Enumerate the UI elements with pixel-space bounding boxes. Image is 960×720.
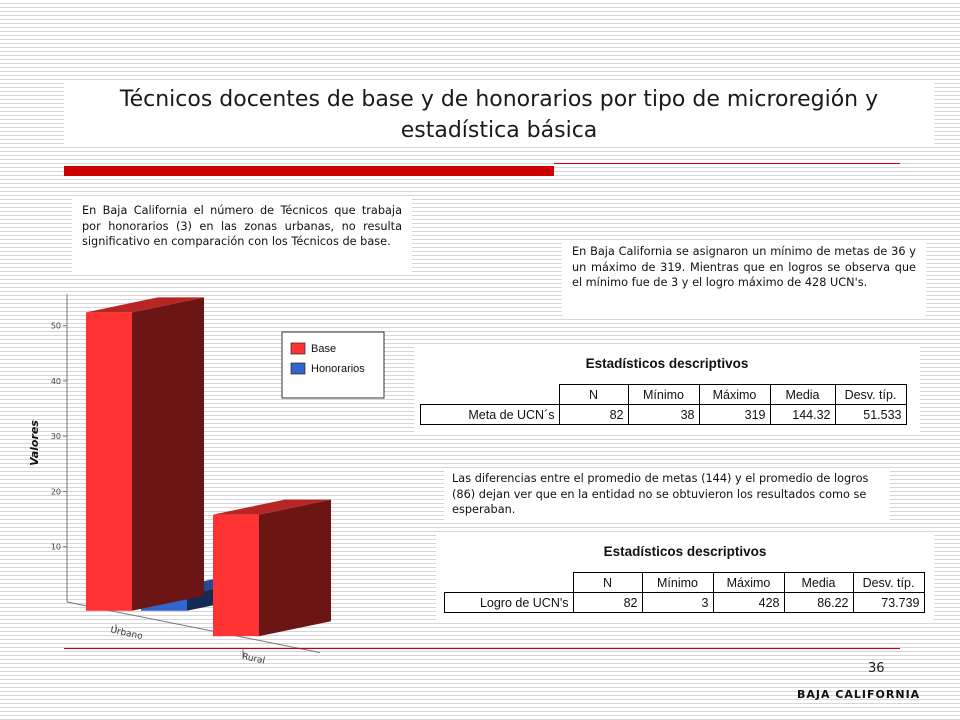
table-header: Máximo bbox=[713, 573, 784, 593]
bar-base-front bbox=[86, 312, 132, 610]
legend-label: Honorarios bbox=[311, 363, 365, 375]
table-corner bbox=[445, 573, 574, 593]
bar-base-side bbox=[132, 297, 204, 610]
title-underline-thick bbox=[64, 166, 554, 176]
bar-chart-3d bbox=[20, 280, 365, 670]
table-row-label: Logro de UCN's bbox=[445, 593, 574, 613]
table-header: Desv. típ. bbox=[853, 573, 924, 593]
table-cell: 38 bbox=[628, 405, 699, 425]
slide-title: Técnicos docentes de base y de honorarios por tipo de microregión y estadística básica bbox=[64, 80, 934, 146]
table-cell: 3 bbox=[642, 593, 713, 613]
legend-label: Base bbox=[311, 343, 337, 355]
y-tick-label: 50 bbox=[50, 321, 61, 331]
table-cell: 86.22 bbox=[784, 593, 853, 613]
legend-swatch bbox=[291, 343, 305, 354]
stats-panel-logros bbox=[436, 534, 934, 622]
table-header: N bbox=[559, 385, 628, 405]
table-header: Mínimo bbox=[642, 573, 713, 593]
footer-state-label: BAJA CALIFORNIA bbox=[797, 688, 921, 701]
table-row-label: Meta de UCN´s bbox=[421, 405, 560, 425]
y-tick-label: 40 bbox=[50, 376, 61, 386]
table-header: Desv. típ. bbox=[835, 385, 906, 405]
stats-title: Estadísticos descriptivos bbox=[585, 356, 749, 371]
y-tick-label: 10 bbox=[50, 542, 61, 552]
text-technicians-note: En Baja California el número de Técnicos que trabaja por honorarios (3) en las zonas urbanas, no resulta significativo en comparación con los Técnicos de base. bbox=[72, 199, 412, 275]
table-cell: 319 bbox=[699, 405, 770, 425]
y-tick-label: 30 bbox=[50, 432, 61, 442]
table-header: Media bbox=[770, 385, 835, 405]
table-cell: 73.739 bbox=[853, 593, 924, 613]
text-goals-note: En Baja California se asignaron un mínimo de metas de 36 y un máximo de 319. Mientras que en logros se observa que el mínimo fue de 3 y el logro máximo de 428 UCN's. bbox=[562, 240, 926, 316]
x-tick-label: Urbano bbox=[109, 625, 144, 643]
stats-table bbox=[420, 384, 907, 425]
y-tick-label: 20 bbox=[50, 487, 61, 497]
table-corner bbox=[421, 385, 560, 405]
table-header: Mínimo bbox=[628, 385, 699, 405]
stats-panel-metas bbox=[414, 346, 920, 432]
legend-swatch bbox=[291, 363, 305, 374]
table-cell: 428 bbox=[713, 593, 784, 613]
text-difference-note: Las diferencias entre el promedio de metas (144) y el promedio de logros (86) dejan ver que en la entidad no se obtuvieron los resultados como se esperaban. bbox=[444, 469, 890, 521]
bar-base-front bbox=[213, 515, 259, 637]
page-number: 36 bbox=[868, 661, 885, 676]
footer-rule bbox=[64, 648, 900, 649]
stats-title: Estadísticos descriptivos bbox=[603, 544, 767, 559]
bar-base-side bbox=[259, 500, 331, 637]
table-cell: 144.32 bbox=[770, 405, 835, 425]
table-cell: 82 bbox=[573, 593, 642, 613]
table-header: N bbox=[573, 573, 642, 593]
table-header: Media bbox=[784, 573, 853, 593]
x-tick-label: Rural bbox=[240, 651, 266, 667]
table-header: Máximo bbox=[699, 385, 770, 405]
table-cell: 82 bbox=[559, 405, 628, 425]
title-underline-thin bbox=[554, 163, 900, 164]
table-cell: 51.533 bbox=[835, 405, 906, 425]
stats-table bbox=[444, 572, 925, 613]
y-axis-label: Valores bbox=[28, 420, 41, 466]
